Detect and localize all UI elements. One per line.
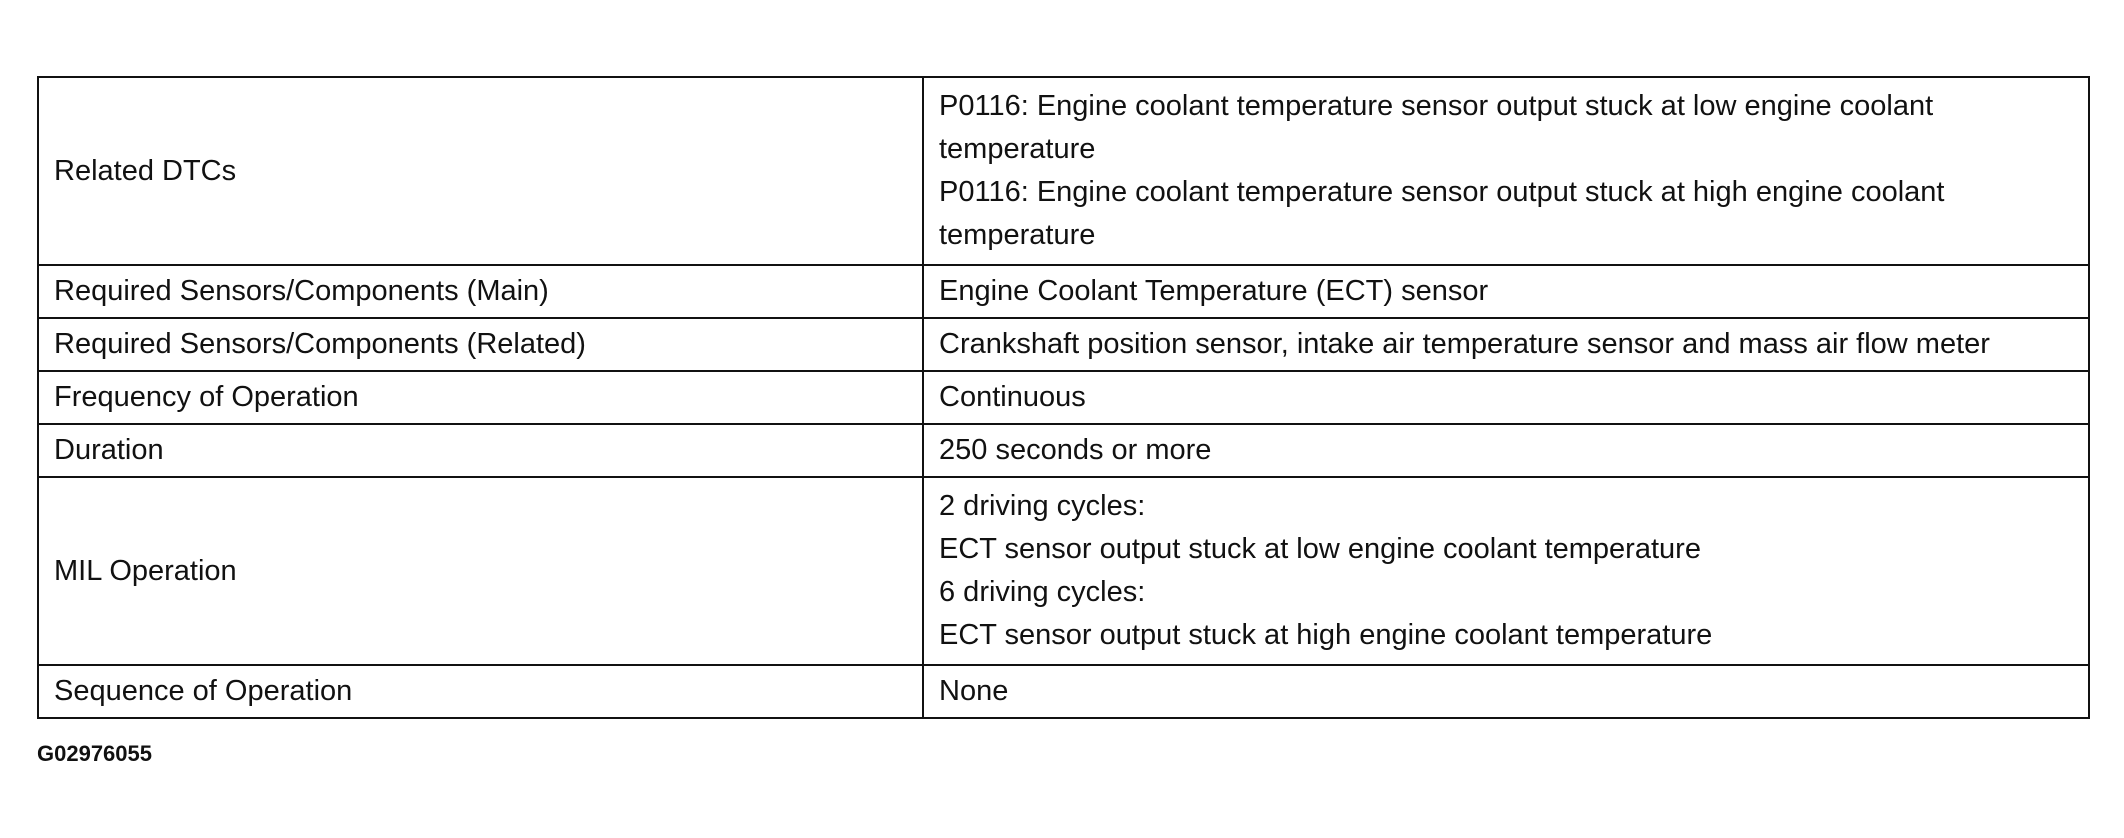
value-line: ECT sensor output stuck at low engine coolant temperature xyxy=(939,533,1701,565)
row-label: Required Sensors/Components (Main) xyxy=(38,265,923,318)
value-line: ECT sensor output stuck at high engine coolant temperature xyxy=(939,619,1713,651)
row-label: Required Sensors/Components (Related) xyxy=(38,318,923,371)
value-line: Continuous xyxy=(939,381,1086,413)
table-row-required-sensors-main xyxy=(38,265,2089,318)
value-line: 6 driving cycles: xyxy=(939,576,1146,608)
value-line: Crankshaft position sensor, intake air temperature sensor and mass air flow meter xyxy=(939,328,1990,360)
table-row-duration xyxy=(38,424,2089,477)
row-label: Duration xyxy=(38,424,923,477)
value-line: temperature xyxy=(939,133,1096,165)
value-line: temperature xyxy=(939,219,1096,251)
table-row-frequency xyxy=(38,371,2089,424)
row-label: MIL Operation xyxy=(38,477,923,665)
table-row-sequence xyxy=(38,665,2089,718)
value-line: None xyxy=(939,675,1009,707)
row-value xyxy=(923,77,2089,265)
row-value xyxy=(923,318,2089,371)
table-row-related-dtcs xyxy=(38,77,2089,265)
table-row-required-sensors-related xyxy=(38,318,2089,371)
dtc-spec-table xyxy=(37,76,2090,719)
row-label: Related DTCs xyxy=(38,77,923,265)
row-value xyxy=(923,371,2089,424)
value-line: P0116: Engine coolant temperature sensor output stuck at high engine coolant xyxy=(939,176,1945,208)
row-value xyxy=(923,424,2089,477)
row-label: Sequence of Operation xyxy=(38,665,923,718)
figure-id: G02976055 xyxy=(37,741,152,766)
value-line: 2 driving cycles: xyxy=(939,490,1146,522)
value-line: Engine Coolant Temperature (ECT) sensor xyxy=(939,275,1489,307)
row-value xyxy=(923,665,2089,718)
table-row-mil-operation xyxy=(38,477,2089,665)
row-value xyxy=(923,477,2089,665)
row-value xyxy=(923,265,2089,318)
value-line: 250 seconds or more xyxy=(939,434,1212,466)
value-line: P0116: Engine coolant temperature sensor output stuck at low engine coolant xyxy=(939,90,1934,122)
row-label: Frequency of Operation xyxy=(38,371,923,424)
